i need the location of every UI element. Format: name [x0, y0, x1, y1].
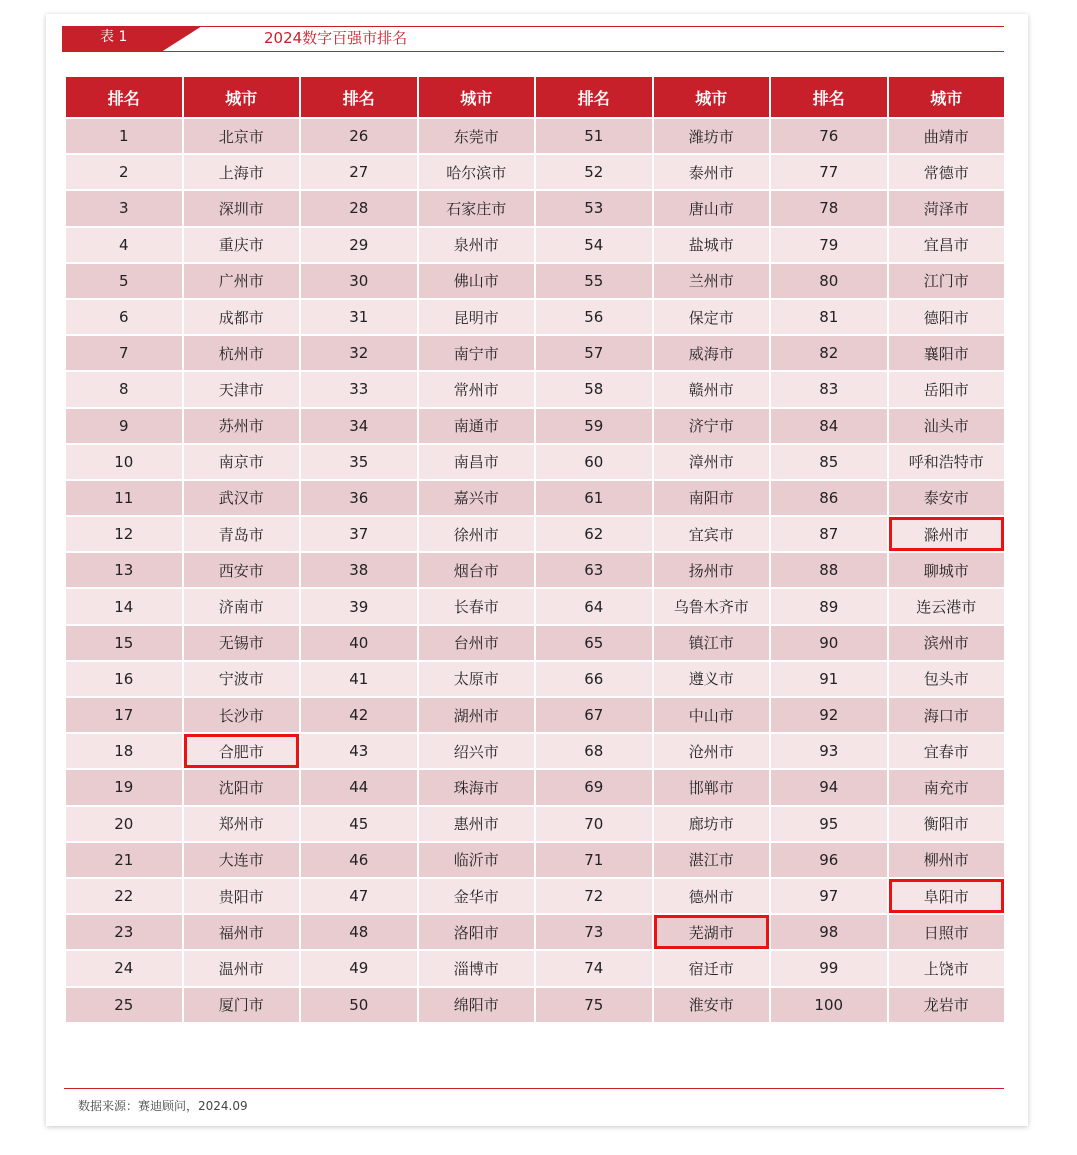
rank-cell: 92: [771, 698, 887, 732]
rank-cell: 47: [301, 879, 417, 913]
rank-cell: 4: [66, 228, 182, 262]
rank-cell: 62: [536, 517, 652, 551]
rank-cell: 74: [536, 951, 652, 985]
city-cell: 中山市: [654, 698, 770, 732]
city-cell: 无锡市: [184, 626, 300, 660]
table-row: [66, 843, 1004, 877]
rank-cell: 15: [66, 626, 182, 660]
city-cell: 杭州市: [184, 336, 300, 370]
city-cell: 佛山市: [419, 264, 535, 298]
city-cell: 海口市: [889, 698, 1005, 732]
rank-cell: 80: [771, 264, 887, 298]
rank-cell: 25: [66, 988, 182, 1022]
table-row: [66, 988, 1004, 1022]
city-cell: 泰安市: [889, 481, 1005, 515]
table-row: [66, 626, 1004, 660]
city-cell: 德州市: [654, 879, 770, 913]
city-cell-highlighted: 芜湖市: [654, 915, 770, 949]
rank-cell: 31: [301, 300, 417, 334]
city-cell: 宿迁市: [654, 951, 770, 985]
rank-cell: 63: [536, 553, 652, 587]
city-cell: 昆明市: [419, 300, 535, 334]
rank-cell: 72: [536, 879, 652, 913]
city-cell: 成都市: [184, 300, 300, 334]
data-source-note: 数据来源：赛迪顾问，2024.09: [78, 1099, 248, 1113]
city-cell: 武汉市: [184, 481, 300, 515]
city-cell: 青岛市: [184, 517, 300, 551]
table-card: [46, 14, 1028, 1126]
table-header-row: [66, 77, 1004, 117]
ranking-table: [64, 75, 1006, 1024]
rank-cell: 86: [771, 481, 887, 515]
rank-cell: 88: [771, 553, 887, 587]
city-cell: 沧州市: [654, 734, 770, 768]
table-row: [66, 264, 1004, 298]
city-cell: 兰州市: [654, 264, 770, 298]
rank-cell: 53: [536, 191, 652, 225]
city-cell: 深圳市: [184, 191, 300, 225]
city-cell: 龙岩市: [889, 988, 1005, 1022]
city-cell: 威海市: [654, 336, 770, 370]
city-cell-highlighted: 合肥市: [184, 734, 300, 768]
rank-cell: 98: [771, 915, 887, 949]
city-cell: 遵义市: [654, 662, 770, 696]
rank-cell: 14: [66, 589, 182, 623]
city-cell: 淮安市: [654, 988, 770, 1022]
table-title-bar: [62, 24, 1004, 54]
city-cell: 郑州市: [184, 807, 300, 841]
rank-cell: 100: [771, 988, 887, 1022]
table-row: [66, 445, 1004, 479]
rank-cell: 65: [536, 626, 652, 660]
city-cell: 宜春市: [889, 734, 1005, 768]
city-cell: 廊坊市: [654, 807, 770, 841]
rank-cell: 76: [771, 119, 887, 153]
city-cell-highlighted: 阜阳市: [889, 879, 1005, 913]
rank-cell: 19: [66, 770, 182, 804]
city-cell: 烟台市: [419, 553, 535, 587]
header-rank: 排名: [536, 77, 652, 117]
city-cell: 扬州市: [654, 553, 770, 587]
table-row: [66, 300, 1004, 334]
footer-divider: [64, 1088, 1004, 1089]
table-row: [66, 553, 1004, 587]
rank-cell: 71: [536, 843, 652, 877]
city-cell: 邯郸市: [654, 770, 770, 804]
rank-cell: 28: [301, 191, 417, 225]
city-cell: 苏州市: [184, 409, 300, 443]
rank-cell: 36: [301, 481, 417, 515]
city-cell: 嘉兴市: [419, 481, 535, 515]
rank-cell: 75: [536, 988, 652, 1022]
table-row: [66, 879, 1004, 913]
table-row: [66, 807, 1004, 841]
city-cell: 常德市: [889, 155, 1005, 189]
city-cell: 沈阳市: [184, 770, 300, 804]
rank-cell: 48: [301, 915, 417, 949]
city-cell: 襄阳市: [889, 336, 1005, 370]
city-cell: 上海市: [184, 155, 300, 189]
rank-cell: 58: [536, 372, 652, 406]
rank-cell: 37: [301, 517, 417, 551]
rank-cell: 96: [771, 843, 887, 877]
table-row: [66, 336, 1004, 370]
rank-cell: 93: [771, 734, 887, 768]
city-cell: 岳阳市: [889, 372, 1005, 406]
header-city: 城市: [419, 77, 535, 117]
rank-cell: 81: [771, 300, 887, 334]
rank-cell: 73: [536, 915, 652, 949]
city-cell: 惠州市: [419, 807, 535, 841]
rank-cell: 54: [536, 228, 652, 262]
city-cell: 重庆市: [184, 228, 300, 262]
rank-cell: 35: [301, 445, 417, 479]
rank-cell: 52: [536, 155, 652, 189]
city-cell: 呼和浩特市: [889, 445, 1005, 479]
rank-cell: 82: [771, 336, 887, 370]
city-cell: 柳州市: [889, 843, 1005, 877]
city-cell: 南京市: [184, 445, 300, 479]
city-cell: 绍兴市: [419, 734, 535, 768]
rank-cell: 55: [536, 264, 652, 298]
table-row: [66, 119, 1004, 153]
table-row: [66, 734, 1004, 768]
title-divider-top: [62, 26, 1004, 27]
rank-cell: 44: [301, 770, 417, 804]
city-cell: 上饶市: [889, 951, 1005, 985]
table-row: [66, 228, 1004, 262]
city-cell: 淄博市: [419, 951, 535, 985]
header-rank: 排名: [301, 77, 417, 117]
city-cell: 乌鲁木齐市: [654, 589, 770, 623]
city-cell: 温州市: [184, 951, 300, 985]
city-cell: 临沂市: [419, 843, 535, 877]
rank-cell: 3: [66, 191, 182, 225]
city-cell: 湛江市: [654, 843, 770, 877]
header-rank: 排名: [66, 77, 182, 117]
city-cell: 衡阳市: [889, 807, 1005, 841]
header-city: 城市: [184, 77, 300, 117]
rank-cell: 21: [66, 843, 182, 877]
table-row: [66, 155, 1004, 189]
rank-cell: 11: [66, 481, 182, 515]
city-cell: 南昌市: [419, 445, 535, 479]
rank-cell: 1: [66, 119, 182, 153]
rank-cell: 51: [536, 119, 652, 153]
city-cell: 镇江市: [654, 626, 770, 660]
table-row: [66, 409, 1004, 443]
table-row: [66, 481, 1004, 515]
city-cell: 徐州市: [419, 517, 535, 551]
rank-cell: 5: [66, 264, 182, 298]
header-rank: 排名: [771, 77, 887, 117]
header-city: 城市: [654, 77, 770, 117]
table-row: [66, 770, 1004, 804]
city-cell: 济宁市: [654, 409, 770, 443]
rank-cell: 57: [536, 336, 652, 370]
city-cell: 常州市: [419, 372, 535, 406]
table-number-tag: [62, 26, 202, 51]
rank-cell: 45: [301, 807, 417, 841]
rank-cell: 40: [301, 626, 417, 660]
city-cell: 泰州市: [654, 155, 770, 189]
rank-cell: 68: [536, 734, 652, 768]
rank-cell: 9: [66, 409, 182, 443]
rank-cell: 85: [771, 445, 887, 479]
table-row: [66, 662, 1004, 696]
city-cell: 珠海市: [419, 770, 535, 804]
rank-cell: 64: [536, 589, 652, 623]
rank-cell: 39: [301, 589, 417, 623]
city-cell: 潍坊市: [654, 119, 770, 153]
city-cell: 包头市: [889, 662, 1005, 696]
rank-cell: 6: [66, 300, 182, 334]
rank-cell: 27: [301, 155, 417, 189]
city-cell: 德阳市: [889, 300, 1005, 334]
city-cell: 湖州市: [419, 698, 535, 732]
rank-cell: 69: [536, 770, 652, 804]
city-cell: 赣州市: [654, 372, 770, 406]
rank-cell: 94: [771, 770, 887, 804]
rank-cell: 70: [536, 807, 652, 841]
city-cell: 滨州市: [889, 626, 1005, 660]
city-cell: 南充市: [889, 770, 1005, 804]
rank-cell: 23: [66, 915, 182, 949]
city-cell: 南通市: [419, 409, 535, 443]
city-cell: 福州市: [184, 915, 300, 949]
rank-cell: 24: [66, 951, 182, 985]
table-row: [66, 191, 1004, 225]
city-cell: 宜宾市: [654, 517, 770, 551]
rank-cell: 87: [771, 517, 887, 551]
city-cell: 江门市: [889, 264, 1005, 298]
city-cell: 哈尔滨市: [419, 155, 535, 189]
city-cell: 绵阳市: [419, 988, 535, 1022]
rank-cell: 20: [66, 807, 182, 841]
rank-cell: 41: [301, 662, 417, 696]
rank-cell: 78: [771, 191, 887, 225]
rank-cell: 46: [301, 843, 417, 877]
rank-cell: 32: [301, 336, 417, 370]
city-cell: 聊城市: [889, 553, 1005, 587]
city-cell: 广州市: [184, 264, 300, 298]
city-cell: 济南市: [184, 589, 300, 623]
city-cell: 连云港市: [889, 589, 1005, 623]
city-cell: 东莞市: [419, 119, 535, 153]
city-cell: 菏泽市: [889, 191, 1005, 225]
city-cell: 宁波市: [184, 662, 300, 696]
rank-cell: 50: [301, 988, 417, 1022]
rank-cell: 61: [536, 481, 652, 515]
city-cell: 泉州市: [419, 228, 535, 262]
city-cell: 太原市: [419, 662, 535, 696]
city-cell: 汕头市: [889, 409, 1005, 443]
rank-cell: 97: [771, 879, 887, 913]
city-cell: 台州市: [419, 626, 535, 660]
city-cell: 大连市: [184, 843, 300, 877]
table-row: [66, 698, 1004, 732]
table-number-label: 表 1: [100, 29, 128, 45]
rank-cell: 60: [536, 445, 652, 479]
table-title: 2024数字百强市排名: [264, 29, 408, 47]
city-cell: 漳州市: [654, 445, 770, 479]
rank-cell: 38: [301, 553, 417, 587]
table-row: [66, 915, 1004, 949]
city-cell: 日照市: [889, 915, 1005, 949]
rank-cell: 89: [771, 589, 887, 623]
city-cell: 厦门市: [184, 988, 300, 1022]
city-cell: 石家庄市: [419, 191, 535, 225]
rank-cell: 77: [771, 155, 887, 189]
rank-cell: 12: [66, 517, 182, 551]
rank-cell: 26: [301, 119, 417, 153]
city-cell-highlighted: 滁州市: [889, 517, 1005, 551]
city-cell: 贵阳市: [184, 879, 300, 913]
rank-cell: 59: [536, 409, 652, 443]
rank-cell: 33: [301, 372, 417, 406]
rank-cell: 7: [66, 336, 182, 370]
rank-cell: 16: [66, 662, 182, 696]
rank-cell: 13: [66, 553, 182, 587]
rank-cell: 43: [301, 734, 417, 768]
header-city: 城市: [889, 77, 1005, 117]
city-cell: 西安市: [184, 553, 300, 587]
rank-cell: 91: [771, 662, 887, 696]
rank-cell: 90: [771, 626, 887, 660]
table-row: [66, 517, 1004, 551]
city-cell: 曲靖市: [889, 119, 1005, 153]
city-cell: 金华市: [419, 879, 535, 913]
rank-cell: 8: [66, 372, 182, 406]
rank-cell: 83: [771, 372, 887, 406]
rank-cell: 10: [66, 445, 182, 479]
city-cell: 唐山市: [654, 191, 770, 225]
rank-cell: 66: [536, 662, 652, 696]
city-cell: 保定市: [654, 300, 770, 334]
city-cell: 宜昌市: [889, 228, 1005, 262]
city-cell: 南阳市: [654, 481, 770, 515]
city-cell: 北京市: [184, 119, 300, 153]
table-row: [66, 589, 1004, 623]
city-cell: 南宁市: [419, 336, 535, 370]
rank-cell: 95: [771, 807, 887, 841]
city-cell: 洛阳市: [419, 915, 535, 949]
rank-cell: 29: [301, 228, 417, 262]
rank-cell: 56: [536, 300, 652, 334]
city-cell: 长沙市: [184, 698, 300, 732]
city-cell: 盐城市: [654, 228, 770, 262]
rank-cell: 17: [66, 698, 182, 732]
rank-cell: 49: [301, 951, 417, 985]
rank-cell: 2: [66, 155, 182, 189]
city-cell: 天津市: [184, 372, 300, 406]
rank-cell: 22: [66, 879, 182, 913]
table-row: [66, 372, 1004, 406]
rank-cell: 30: [301, 264, 417, 298]
title-divider-bottom: [62, 51, 1004, 52]
rank-cell: 79: [771, 228, 887, 262]
rank-cell: 34: [301, 409, 417, 443]
rank-cell: 42: [301, 698, 417, 732]
rank-cell: 18: [66, 734, 182, 768]
rank-cell: 84: [771, 409, 887, 443]
rank-cell: 67: [536, 698, 652, 732]
table-row: [66, 951, 1004, 985]
city-cell: 长春市: [419, 589, 535, 623]
rank-cell: 99: [771, 951, 887, 985]
